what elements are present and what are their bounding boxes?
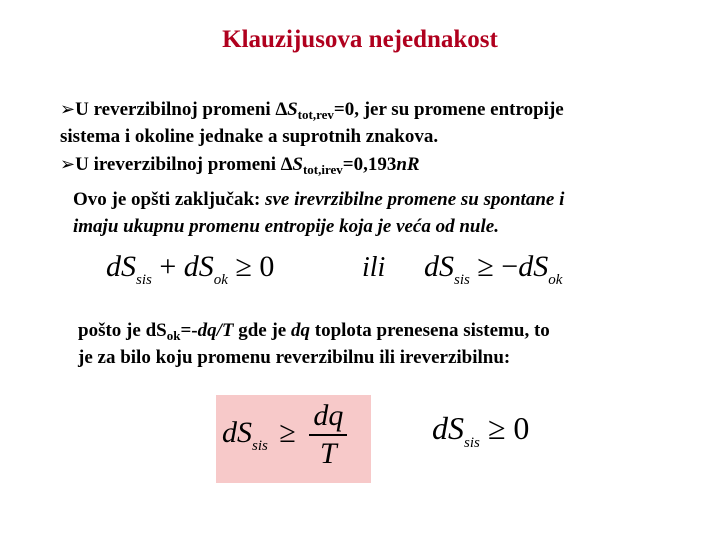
- eq1-rel: ≥ 0: [235, 250, 275, 283]
- entropy-symbol: S: [287, 99, 298, 120]
- bullet-reversible: [60, 97, 564, 123]
- heat-explanation: [78, 318, 550, 344]
- eq1-dS2: dS: [183, 250, 214, 283]
- eq3-sub: sis: [464, 435, 480, 451]
- p2-subscript: tot,irev: [302, 162, 343, 177]
- eq2-rel: ≥: [279, 415, 296, 449]
- delta-symbol: ∆: [275, 99, 288, 120]
- eq1-dS4: dS: [518, 250, 549, 283]
- p1-line2: sistema i okoline jednake a suprotnih znakova.: [60, 126, 439, 147]
- fraction-denominator: T: [319, 437, 337, 470]
- equation-heat-inequality: [222, 398, 347, 472]
- eq1-ili: ili: [362, 252, 386, 283]
- p4-mid1: =-: [180, 320, 198, 341]
- eq1-sub2: ok: [213, 272, 228, 288]
- fraction: [309, 398, 347, 472]
- eq1-sub1: sis: [136, 272, 152, 288]
- arrow-bullet-icon: ➢: [60, 154, 76, 175]
- eq2-dS: dS: [222, 415, 252, 449]
- p4-line2: je za bilo koju promenu reverzibilnu ili ireverzibilnu:: [78, 347, 511, 368]
- eq1-dS3: dS: [424, 250, 454, 283]
- p2-post: =0,193: [342, 154, 397, 175]
- arrow-bullet-icon: ➢: [60, 99, 76, 120]
- p1-pre: U reverzibilnoj promeni: [75, 99, 276, 120]
- p3-line2: [73, 214, 499, 240]
- fraction-numerator: dq: [309, 398, 347, 436]
- p4-dq: dq: [291, 320, 310, 341]
- eq1-sub3: sis: [454, 272, 470, 288]
- eq2-sub: sis: [252, 437, 268, 454]
- p4-mid2: gde je: [233, 320, 291, 341]
- p4-dqT: dq/T: [197, 320, 234, 341]
- eq3-rel: ≥ 0: [487, 410, 530, 446]
- p4-dS: dS: [145, 320, 167, 341]
- eq1-rel2: ≥ −: [477, 250, 519, 283]
- p1-post: =0, jer su promene entropije: [333, 99, 564, 120]
- eq1-sub4: ok: [548, 272, 563, 288]
- p3-pre: Ovo je opšti zaključak:: [73, 189, 266, 210]
- p2-pre: U ireverzibilnoj promeni: [75, 154, 281, 175]
- bullet-irreversible: [60, 152, 420, 178]
- general-conclusion: [73, 187, 564, 213]
- eq1-plus: +: [159, 250, 177, 283]
- p2-R: R: [406, 154, 420, 175]
- entropy-symbol: S: [292, 154, 303, 175]
- p4-sub: ok: [166, 328, 181, 343]
- slide-title: Klauzijusova nejednakost: [222, 26, 498, 53]
- p3-italic1: sve irevrzibilne promene su spontane i: [265, 189, 565, 210]
- eq1-dS1: dS: [106, 250, 136, 283]
- eq3-dS: dS: [432, 410, 464, 446]
- delta-symbol: ∆: [280, 154, 293, 175]
- p1-subscript: tot,rev: [297, 107, 334, 122]
- p4-pre: pošto je: [78, 320, 146, 341]
- equation-system-entropy: [432, 410, 530, 451]
- p2-n: n: [396, 154, 407, 175]
- p4-post: toplota prenesena sistemu, to: [310, 320, 550, 341]
- equation-clausius-2: [424, 250, 563, 288]
- equation-clausius-1: [106, 250, 275, 288]
- p3-italic2: imaju ukupnu promenu entropije koja je veća od nule.: [73, 216, 499, 237]
